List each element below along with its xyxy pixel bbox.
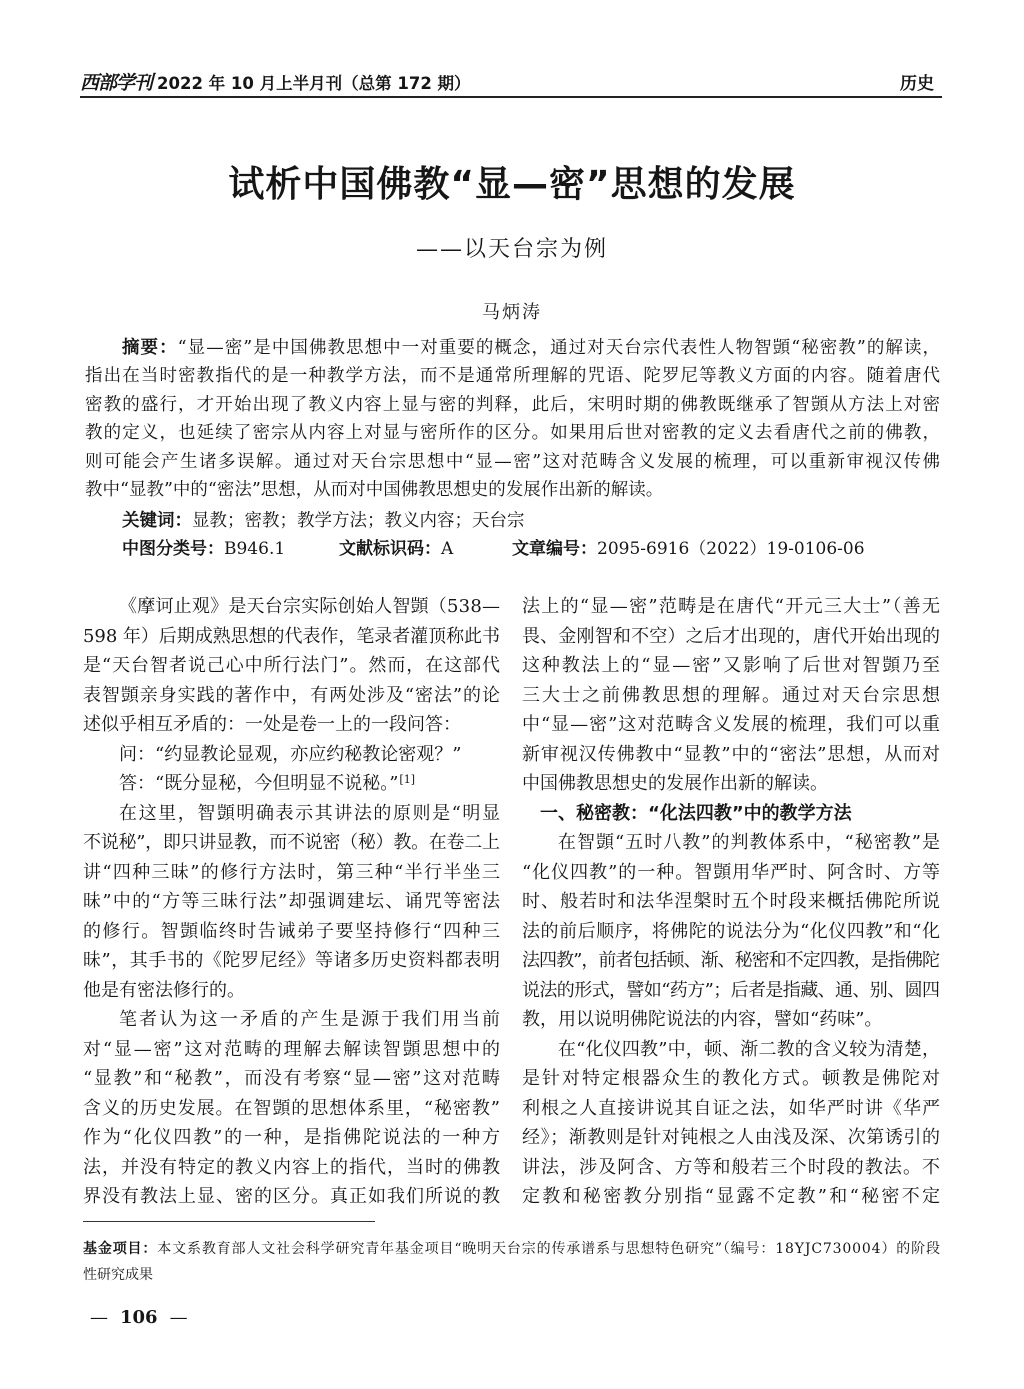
abstract-line: 密教的盛行，才开始出现了教义内容上显与密的判释，此后，宋明时期的佛教既继承了智顗从方法上对密 — [85, 394, 942, 415]
text-line: “显教”和“秘教”，而没有考察“显—密”这对范畴 — [83, 1068, 502, 1089]
document-code-label: 文献标识码： — [339, 539, 441, 559]
text-line: 在智顗“五时八教”的判教体系中，“秘密教”是 — [558, 832, 942, 853]
text-line: 这种教法上的“显—密”又影响了后世对智顗乃至 — [522, 655, 942, 676]
paragraph — [83, 592, 500, 740]
text-line: 含义的历史发展。在智顗的思想体系里，“秘密教” — [83, 1097, 501, 1119]
text-line: 昧”中的“方等三昧行法”却强调建坛、诵咒等密法 — [83, 891, 502, 912]
paragraph — [522, 1035, 943, 1212]
article-title: 试析中国佛教“显—密”思想的发展 — [228, 164, 796, 205]
footnote-line — [83, 1236, 940, 1262]
author-name: 马炳涛 — [482, 302, 542, 323]
text-line: 昧”，其手书的《陀罗尼经》等诸多历史资料都表明 — [83, 950, 501, 971]
text-line: 说法的形式，譬如“药方”；后者是指藏、通、别、圆四 — [522, 979, 940, 1001]
journal-logo: 西部学刊 — [80, 72, 153, 94]
text-line: 新审视汉传佛教中“显教”中的“密法”思想，从而对 — [522, 743, 941, 765]
funding-footnote — [83, 1236, 940, 1288]
abstract-line: 教的定义，也延续了密宗从内容上对显与密所作的区分。如果用后世对密教的定义去看唐代之前的佛教， — [85, 423, 942, 444]
text-line: 作为“化仪四教”的一种，是指佛陀说法的一种方 — [83, 1127, 502, 1148]
article-number-label: 文章编号： — [512, 539, 597, 559]
abstract-line — [85, 334, 940, 362]
document-code-value: A — [441, 539, 454, 559]
text-line: 经》；渐教则是针对钝根之人由浅及深、次第诱引的 — [522, 1127, 941, 1148]
article-subtitle: ——以天台宗为例 — [415, 237, 608, 262]
text-line: 法，并没有特定的教义内容上的指代，当时的佛教 — [83, 1156, 501, 1178]
keywords-value: 显教；密教；教学方法；教义内容；天台宗 — [192, 511, 525, 531]
text-line: 时、般若时和法华涅槃时五个时段来概括佛陀所说 — [522, 891, 942, 912]
page-number-dash: — — [90, 1307, 108, 1328]
body-column-left — [83, 592, 503, 1212]
page-number-dash: — — [169, 1307, 188, 1328]
abstract-line: 则可能会产生诸多误解。通过对天台宗思想中“显—密”这对范畴含义发展的梳理，可以重新审视汉传佛 — [85, 451, 942, 472]
clc-label: 中图分类号： — [122, 539, 224, 559]
paragraph — [83, 799, 500, 1006]
quote-question: 问：“约显教论显观，亦应约秘教论密观？” — [119, 743, 462, 765]
text-line: 《摩诃止观》是天台宗实际创始人智顗（538— — [119, 596, 501, 617]
text-line: 的修行。智顗临终时告诫弟子要坚持修行“四种三 — [83, 920, 502, 942]
paragraph — [522, 592, 940, 799]
quote-answer — [83, 769, 500, 799]
keywords — [85, 507, 940, 535]
footnote-rule — [83, 1221, 375, 1222]
abstract-line: 指出在当时密教指代的是一种教学方法，而不是通常所理解的咒语、陀罗尼等教义方面的内容。随着唐代 — [85, 366, 942, 387]
footnote-text: 本文系教育部人文社会科学研究青年基金项目“晚明天台宗的传承谱系与思想特色研究”（编号：18YJC730004）的阶段 — [157, 1241, 941, 1257]
text-line: 法上的“显—密”范畴是在唐代“开元三大士”（善无 — [522, 596, 942, 617]
text-line: 对“显—密”这对范畴的理解去解读智顗思想中的 — [83, 1038, 502, 1060]
page-number — [90, 1305, 188, 1331]
footnote-line: 性研究成果 — [83, 1267, 153, 1283]
document-code — [339, 535, 453, 563]
abstract-label: 摘要： — [122, 338, 178, 358]
article-number — [512, 535, 865, 563]
text-line: 是针对特定根器众生的教化方式。顿教是佛陀对 — [522, 1068, 942, 1089]
header-rule — [80, 96, 942, 98]
text-line: 是“天台智者说己心中所行法门”。然而，在这部代 — [83, 655, 501, 676]
text-line: 述似乎相互矛盾的：一处是卷一上的一段问答： — [83, 714, 461, 735]
text-line: 定教和秘密教分别指“显露不定教”和“秘密不定 — [522, 1186, 943, 1207]
text-line: 法的前后顺序，将佛陀的说法分为“化仪四教”和“化 — [522, 920, 941, 942]
abstract — [85, 334, 940, 504]
article-number-value: 2095-6916（2022）19-0106-06 — [597, 539, 865, 559]
paragraph — [522, 828, 940, 1035]
text-line: 在“化仪四教”中，顿、渐二教的含义较为清楚， — [558, 1038, 941, 1060]
abstract-text: “显—密”是中国佛教思想中一对重要的概念，通过对天台宗代表性人物智顗“秘密教”的解读， — [177, 338, 942, 358]
text-line: 法四教”，前者包括顿、渐、秘密和不定四教，是指佛陀 — [522, 950, 940, 971]
paragraph — [83, 1005, 503, 1212]
text-line: 讲“四种三昧”的修行方法时，第三种“半行半坐三 — [83, 861, 502, 883]
text-line: 中“显—密”这对范畴含义发展的梳理，我们可以重 — [522, 714, 941, 735]
text-line: “化仪四教”的一种。智顗用华严时、阿含时、方等 — [522, 861, 941, 883]
article-info — [0, 535, 1024, 563]
footnote-label: 基金项目： — [83, 1241, 158, 1257]
abstract-line: 教中“显教”中的“密法”思想，从而对中国佛教思想史的发展作出新的解读。 — [85, 479, 664, 500]
text-line: 在这里，智顗明确表示其讲法的原则是“明显 — [119, 802, 502, 824]
text-line: 教，用以说明佛陀说法的内容，譬如“药味”。 — [522, 1009, 883, 1030]
text-line: 讲法，涉及阿含、方等和般若三个时段的教法。不 — [522, 1156, 942, 1178]
clc-number — [122, 535, 285, 563]
issue-info: 2022 年 10 月上半月刊（总第 172 期） — [157, 74, 471, 93]
text-line: 他是有密法修行的。 — [83, 979, 245, 1001]
text-line: 中国佛教思想史的发展作出新的解读。 — [522, 773, 828, 794]
text-line: 三大士之前佛教思想的理解。通过对天台宗思想 — [522, 684, 942, 706]
section-name: 历史 — [900, 74, 934, 94]
section-heading: 一、秘密教：“化法四教”中的教学方法 — [540, 802, 852, 824]
body-column-right — [522, 592, 943, 1212]
page-number-value: 106 — [120, 1307, 158, 1328]
text-line: 598 年）后期成熟思想的代表作，笔录者灌顶称此书 — [83, 625, 500, 647]
citation-marker: [1] — [399, 772, 415, 786]
text-line: 表智顗亲身实践的著作中，有两处涉及“密法”的论 — [83, 684, 501, 706]
keywords-label: 关键词： — [122, 511, 192, 531]
text-line: 笔者认为这一矛盾的产生是源于我们用当前 — [119, 1009, 503, 1030]
text-line: 利根之人直接讲说其自证之法，如华严时讲《华严 — [522, 1097, 942, 1119]
text-line: 界没有教法上显、密的区分。真正如我们所说的教 — [83, 1186, 501, 1207]
quote-answer-text: 答：“既分显秘，今但明显不说秘。” — [119, 773, 399, 794]
clc-value: B946.1 — [224, 539, 286, 559]
text-line: 畏、金刚智和不空）之后才出现的，唐代开始出现的 — [522, 625, 941, 647]
text-line: 不说秘”，即只讲显教，而不说密（秘）教。在卷二上 — [83, 832, 500, 853]
